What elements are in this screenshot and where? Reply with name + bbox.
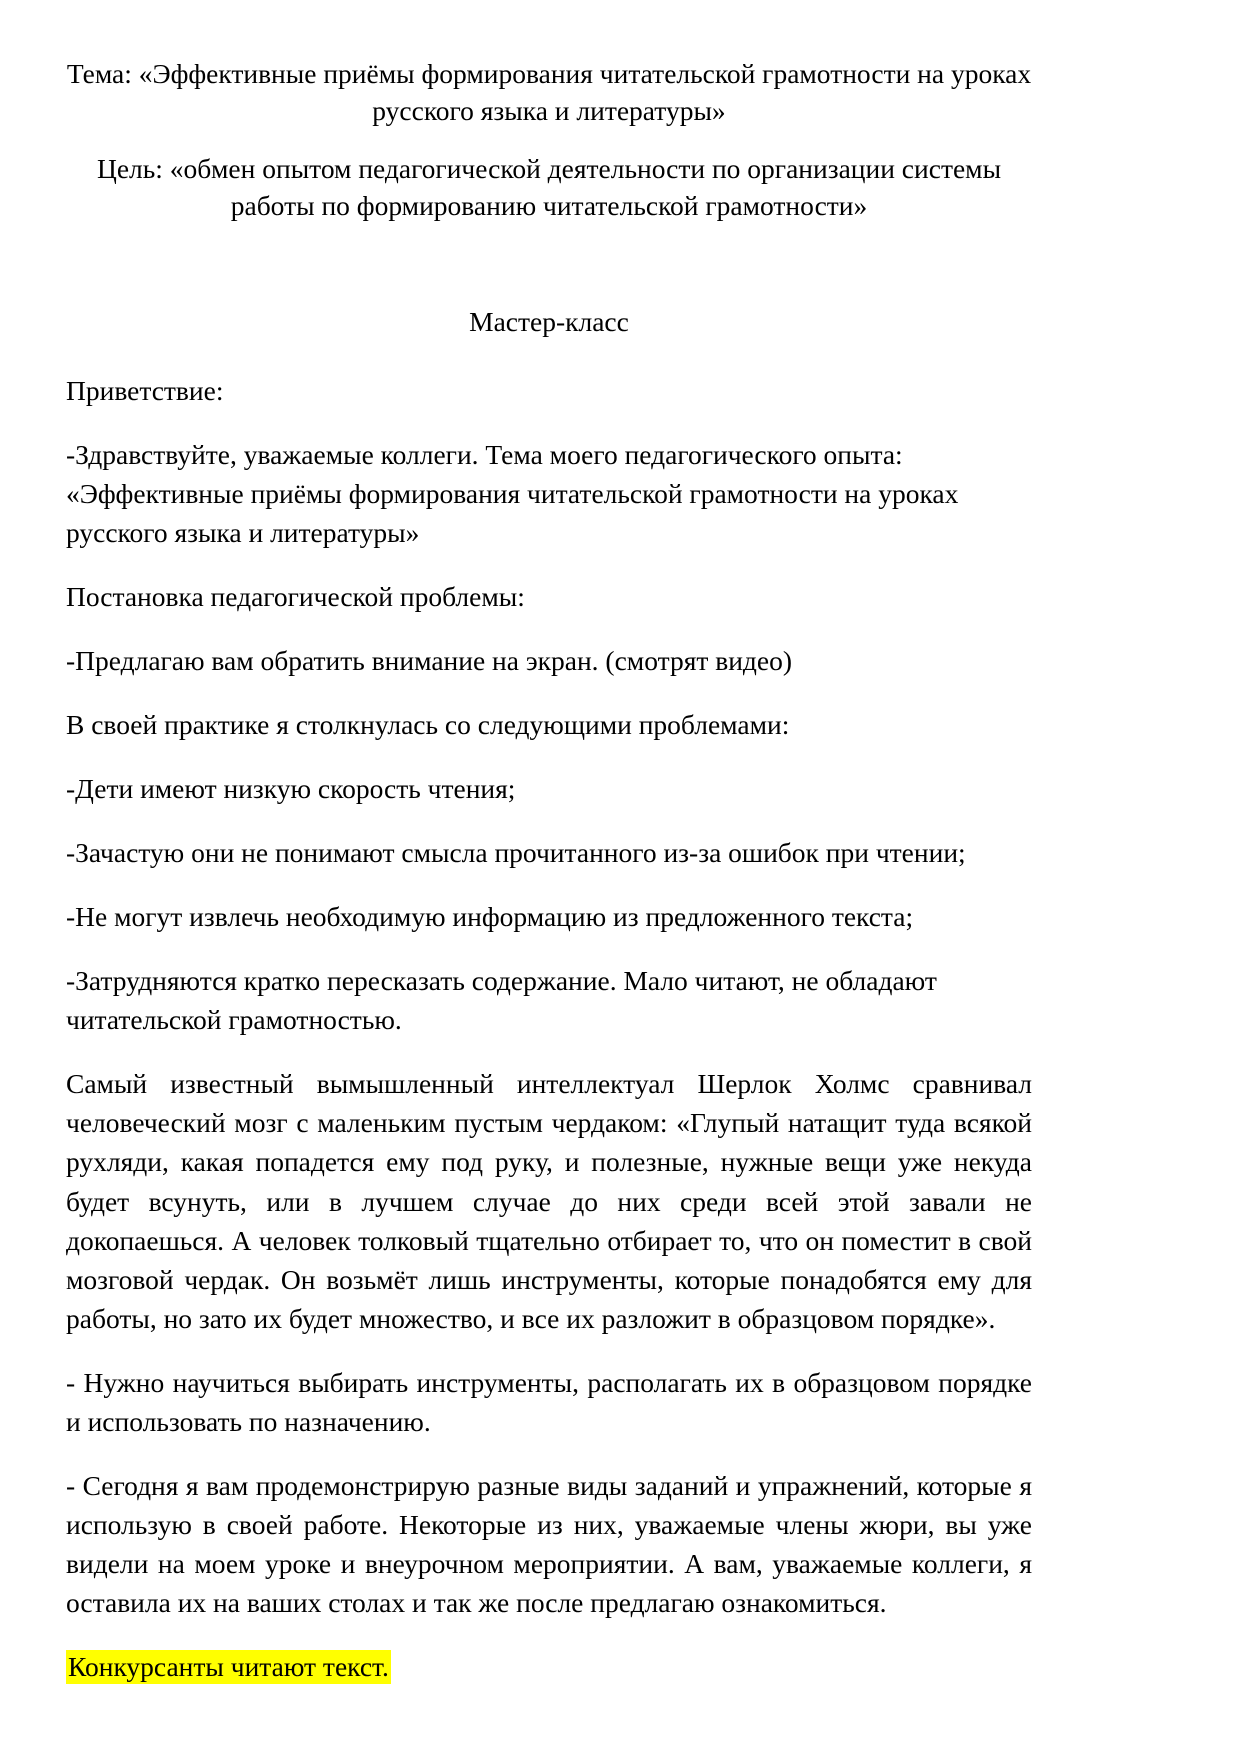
section-title-masterclass: Мастер-класс — [469, 306, 629, 338]
problem-list-item: -Дети имеют низкую скорость чтения; — [66, 773, 516, 805]
highlighted-note-paragraph — [66, 1647, 1032, 1686]
greeting-body-paragraph: -Здравствуйте, уважаемые коллеги. Тема моего педагогического опыта: «Эффективные приёмы формирования читательской грамотности на уроках русского языка и литературы» — [66, 438, 959, 548]
heading-spacer — [66, 224, 1032, 304]
problem-list-item: -Затрудняются кратко пересказать содержание. Мало читают, не обладают читательской грамотностью. — [66, 965, 937, 1036]
highlighted-note-text: Конкурсанты читают текст. — [68, 1650, 389, 1682]
problems-intro: В своей практике я столкнулась со следующими проблемами: — [66, 709, 790, 741]
problem-statement-label: Постановка педагогической проблемы: — [66, 581, 525, 612]
document-topic-heading: Тема: «Эффективные приёмы формирования читательской грамотности на уроках русского языка и литературы» — [66, 58, 1032, 126]
document-body — [66, 56, 1032, 1686]
problem-list-item: -Зачастую они не понимают смысла прочитанного из-за ошибок при чтении; — [66, 837, 966, 869]
holmes-quote-paragraph: Самый известный вымышленный интеллектуал Шерлок Холмс сравнивал человеческий мозг с маленьким пустым чердаком: «Глупый натащит туда всякой рухляди, какая попадется ему под руку, и полезные, нужные вещи уже некуда будет всунуть, или в лучшем случае до них среди всей этой завали не докопаешься. А человек толковый тщательно отбирает то, что он поместит в свой мозговой чердак. Он возьмёт лишь инструменты, которые понадобятся ему для работы, но зато их будет множество, и все их разложит в образцовом порядке». — [66, 1068, 1032, 1334]
greeting-label: Приветствие: — [66, 374, 224, 406]
problem-list-item: -Не могут извлечь необходимую информацию из предложенного текста; — [66, 901, 914, 933]
conclusion-today-paragraph: - Сегодня я вам продемонстрирую разные виды заданий и упражнений, которые я использую в своей работе. Некоторые из них, уважаемые члены жюри, вы уже видели на моем уроке и внеурочном мероприятии. А вам, уважаемые коллеги, я оставила их на ваших столах и так же после предлагаю ознакомиться. — [66, 1469, 1032, 1618]
document-goal-heading: Цель: «обмен опытом педагогической деятельности по организации системы работы по формированию читательской грамотности» — [96, 153, 1002, 221]
problem-statement-intro: -Предлагаю вам обратить внимание на экран. (смотрят видео) — [66, 645, 793, 677]
conclusion-tools-paragraph: - Нужно научиться выбирать инструменты, располагать их в образцовом порядке и использовать по назначению. — [66, 1366, 1032, 1437]
